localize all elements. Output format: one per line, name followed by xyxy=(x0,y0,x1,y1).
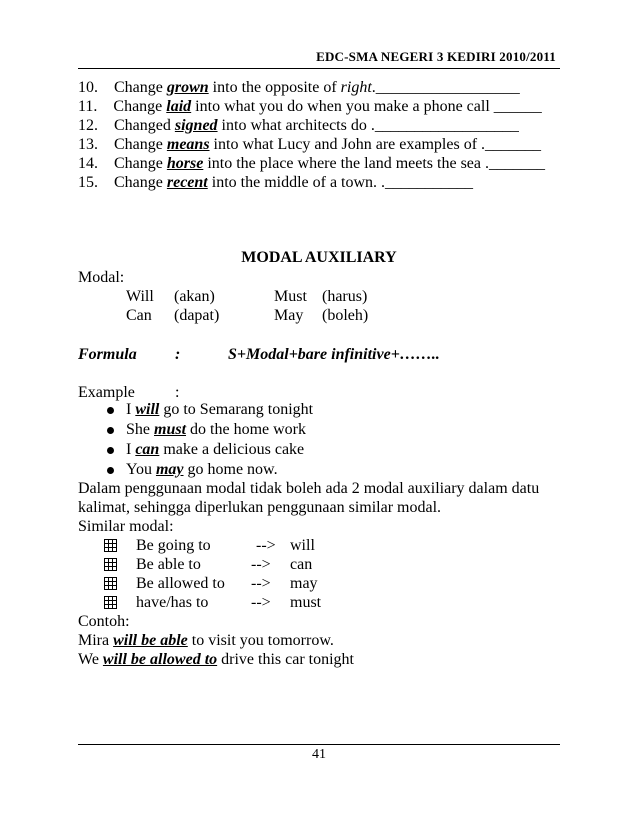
bullet-icon xyxy=(107,447,114,454)
exercise-item: 11. Change laid into what you do when you make a phone call ______ xyxy=(78,98,542,115)
modal-word: can xyxy=(135,441,160,458)
exercise-item: 10. Change grown into the opposite of right.__________________ xyxy=(78,79,520,96)
similar-phrase: Be able to xyxy=(136,556,201,573)
exercise-item: 12. Changed signed into what architects do .__________________ xyxy=(78,117,519,134)
exercise-number: 11. xyxy=(78,98,98,115)
example-item: I will go to Semarang tonight xyxy=(126,401,314,418)
grid-bullet-icon xyxy=(104,577,117,590)
similar-phrase: Be allowed to xyxy=(136,575,225,592)
modal-id: (harus) xyxy=(322,288,368,305)
example-colon: : xyxy=(175,384,180,401)
modal-en: Will xyxy=(126,288,154,305)
header-rule xyxy=(78,68,560,69)
exercise-number: 13. xyxy=(78,136,98,153)
example-item: You may go home now. xyxy=(126,461,278,478)
similar-modal: can xyxy=(290,556,313,573)
similar-label: Similar modal: xyxy=(78,518,174,535)
grid-bullet-icon xyxy=(104,558,117,571)
formula-label: Formula xyxy=(78,346,137,363)
modal-en: May xyxy=(274,307,304,324)
similar-modal: may xyxy=(290,575,318,592)
target-word: laid xyxy=(166,98,192,115)
exercise-item: 14. Change horse into the place where the land meets the sea ._______ xyxy=(78,155,545,172)
target-word: means xyxy=(166,136,210,153)
exercise-number: 15. xyxy=(78,174,98,191)
modal-label: Modal: xyxy=(78,269,125,286)
exercise-number: 10. xyxy=(78,79,98,96)
formula-colon: : xyxy=(175,346,181,363)
example-item: She must do the home work xyxy=(126,421,306,438)
arrow-text: --> xyxy=(251,556,271,573)
bullet-icon xyxy=(107,407,114,414)
modal-word: may xyxy=(155,461,184,478)
similar-modal: must xyxy=(290,594,322,611)
arrow-text: --> xyxy=(256,537,276,554)
bullet-icon xyxy=(107,427,114,434)
modal-id: (boleh) xyxy=(322,307,369,324)
modal-phrase: will be allowed to xyxy=(102,651,218,668)
modal-id: (akan) xyxy=(174,288,215,305)
target-word: horse xyxy=(166,155,204,172)
exercise-number: 14. xyxy=(78,155,98,172)
contoh-sentence: Mira will be able to visit you tomorrow. xyxy=(78,632,334,649)
contoh-sentence: We will be allowed to drive this car tonight xyxy=(78,651,354,668)
example-item: I can make a delicious cake xyxy=(126,441,305,458)
similar-phrase: have/has to xyxy=(136,594,209,611)
arrow-text: --> xyxy=(251,594,271,611)
contoh-label: Contoh: xyxy=(78,613,130,630)
paragraph-line: Dalam penggunaan modal tidak boleh ada 2 modal auxiliary dalam datu xyxy=(78,480,540,497)
paragraph-line: kalimat, sehingga diperlukan penggunaan similar modal. xyxy=(78,499,442,516)
modal-id: (dapat) xyxy=(174,307,220,324)
target-word: recent xyxy=(166,174,208,191)
modal-en: Must xyxy=(274,288,307,305)
exercise-number: 12. xyxy=(78,117,98,134)
exercise-item: 13. Change means into what Lucy and John are examples of ._______ xyxy=(78,136,542,153)
modal-phrase: will be able xyxy=(113,632,188,649)
modal-word: must xyxy=(154,421,187,438)
similar-modal: will xyxy=(290,537,315,554)
exercise-item: 15. Change recent into the middle of a town. .___________ xyxy=(78,174,474,191)
section-title: MODAL AUXILIARY xyxy=(241,249,397,266)
grid-bullet-icon xyxy=(104,539,117,552)
formula-text: S+Modal+bare infinitive+…….. xyxy=(228,346,440,363)
header-title: EDC-SMA NEGERI 3 KEDIRI 2010/2011 xyxy=(316,49,556,64)
modal-en: Can xyxy=(126,307,152,324)
target-word: grown xyxy=(166,79,209,96)
modal-word: will xyxy=(135,401,160,418)
bullet-icon xyxy=(107,467,114,474)
similar-phrase: Be going to xyxy=(136,537,211,554)
example-label: Example xyxy=(78,384,135,401)
page-number: 41 xyxy=(312,747,326,762)
arrow-text: --> xyxy=(251,575,271,592)
target-word: signed xyxy=(174,117,218,134)
grid-bullet-icon xyxy=(104,596,117,609)
